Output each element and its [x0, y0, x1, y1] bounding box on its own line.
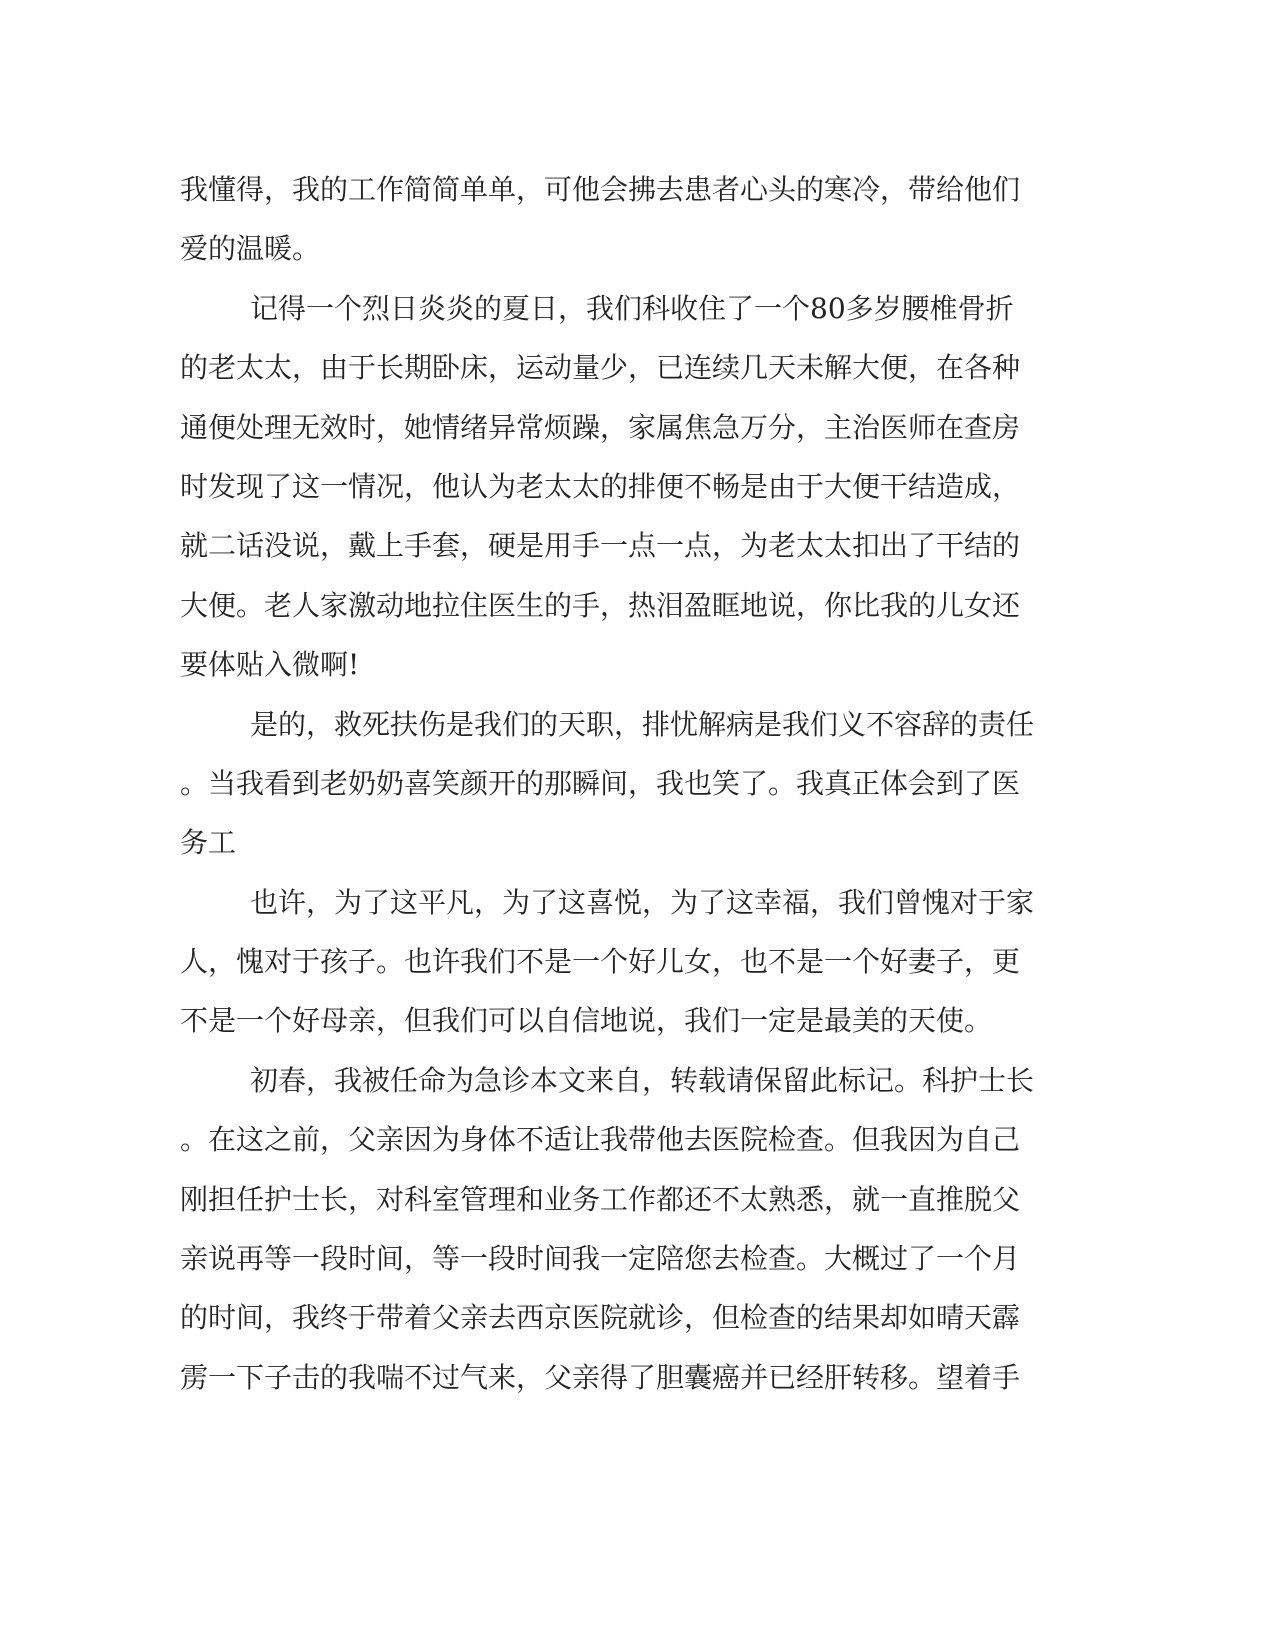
text-line: 爱的温暖。 [180, 232, 321, 266]
paragraph-start-line: 初春，我被任命为急诊本文来自，转载请保留此标记。科护士长 [250, 1063, 1035, 1097]
paragraph-start-line: 记得一个烈日炎炎的夏日，我们科收住了一个80多岁腰椎骨折 [250, 291, 1014, 325]
text-line: 时发现了这一情况，他认为老太太的排便不畅是由于大便干结造成， [180, 469, 1021, 503]
text-line: 的老太太，由于长期卧床，运动量少，已连续几天未解大便，在各种 [180, 351, 1021, 385]
text-line: 亲说再等一段时间，等一段时间我一定陪您去检查。大概过了一个月 [180, 1242, 1021, 1276]
text-line: 务工 [180, 826, 237, 860]
body-text [180, 160, 1060, 1407]
text-line: 通便处理无效时，她情绪异常烦躁，家属焦急万分，主治医师在查房 [180, 410, 1021, 444]
text-line: 。当我看到老奶奶喜笑颜开的那瞬间，我也笑了。我真正体会到了医 [180, 766, 1021, 800]
text-line: 就二话没说，戴上手套，硬是用手一点一点，为老太太扣出了干结的 [180, 529, 1021, 563]
text-line: 的时间，我终于带着父亲去西京医院就诊，但检查的结果却如晴天霹 [180, 1301, 1021, 1335]
paragraph-start-line: 也许，为了这平凡，为了这喜悦，为了这幸福，我们曾愧对于家 [250, 885, 1035, 919]
text-line: 我懂得，我的工作简简单单，可他会拂去患者心头的寒冷，带给他们 [180, 173, 1021, 206]
text-line: 不是一个好母亲，但我们可以自信地说，我们一定是最美的天使。 [180, 1004, 993, 1038]
text-line: 大便。老人家激动地拉住医生的手，热泪盈眶地说，你比我的儿女还 [180, 588, 1021, 622]
text-line: 雳一下子击的我喘不过气来，父亲得了胆囊癌并已经肝转移。望着手 [180, 1360, 1021, 1394]
text-line: 。在这之前，父亲因为身体不适让我带他去医院检查。但我因为自己 [180, 1123, 1021, 1157]
text-line: 人，愧对于孩子。也许我们不是一个好儿女，也不是一个好妻子，更 [180, 945, 1021, 979]
text-line: 刚担任护士长，对科室管理和业务工作都还不太熟悉，就一直推脱父 [180, 1182, 1021, 1216]
text-line: 要体贴入微啊! [180, 648, 360, 682]
paragraph-start-line: 是的，救死扶伤是我们的天职，排忧解病是我们义不容辞的责任 [250, 707, 1035, 741]
